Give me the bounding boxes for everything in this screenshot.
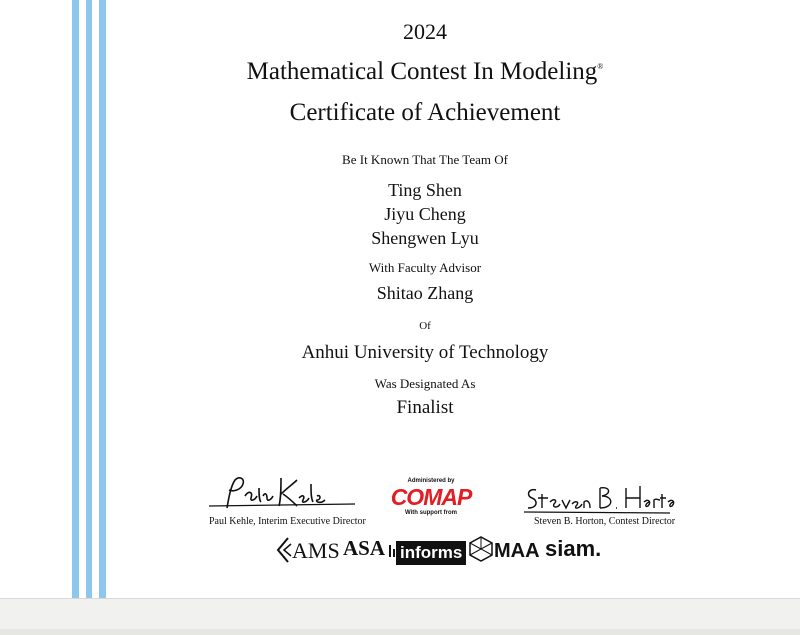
- stripe-1: [72, 0, 79, 598]
- ams-mark-icon: [274, 536, 292, 564]
- asa-text: ASA: [343, 536, 384, 560]
- advisor-label: With Faculty Advisor: [368, 260, 482, 275]
- designated-label: Was Designated As: [374, 376, 476, 391]
- informs-logo: informs: [396, 541, 466, 565]
- bottom-bar: [0, 598, 800, 635]
- of-label: Of: [419, 320, 431, 332]
- ams-text: AMS: [292, 538, 340, 563]
- steven-horton-signature: [520, 480, 680, 518]
- maa-text: MAA: [494, 540, 540, 562]
- ams-logo: [274, 536, 340, 570]
- bottom-bar-edge: [0, 629, 800, 635]
- team-member: Ting Shen: [388, 180, 462, 200]
- team-member: Shengwen Lyu: [371, 228, 479, 248]
- administered-by-label: Administered by: [407, 478, 455, 484]
- right-signature-caption: Steven B. Horton, Contest Director: [534, 516, 676, 527]
- support-label: With support from: [405, 510, 457, 516]
- maa-logo: [468, 536, 540, 570]
- comap-wordmark: COMAP: [390, 484, 472, 510]
- asa-logo: [343, 536, 399, 570]
- siam-logo: siam.: [545, 536, 602, 561]
- known-line: Be It Known That The Team Of: [342, 152, 508, 167]
- university-name: Anhui University of Technology: [301, 342, 549, 363]
- comap-logo: [386, 478, 476, 516]
- team-member: Jiyu Cheng: [384, 204, 466, 224]
- advisor-name: Shitao Zhang: [376, 283, 474, 303]
- left-signature-caption: Paul Kehle, Interim Executive Director: [209, 516, 366, 527]
- maa-polyhedron-icon: [468, 536, 494, 562]
- paul-kehle-signature: [205, 474, 365, 514]
- registered-mark: ®: [597, 62, 604, 71]
- certificate-title: Certificate of Achievement: [289, 99, 561, 126]
- award-title: Finalist: [396, 397, 454, 418]
- contest-name: Mathematical Contest In Modeling®: [246, 58, 604, 85]
- certificate-year: 2024: [403, 19, 447, 44]
